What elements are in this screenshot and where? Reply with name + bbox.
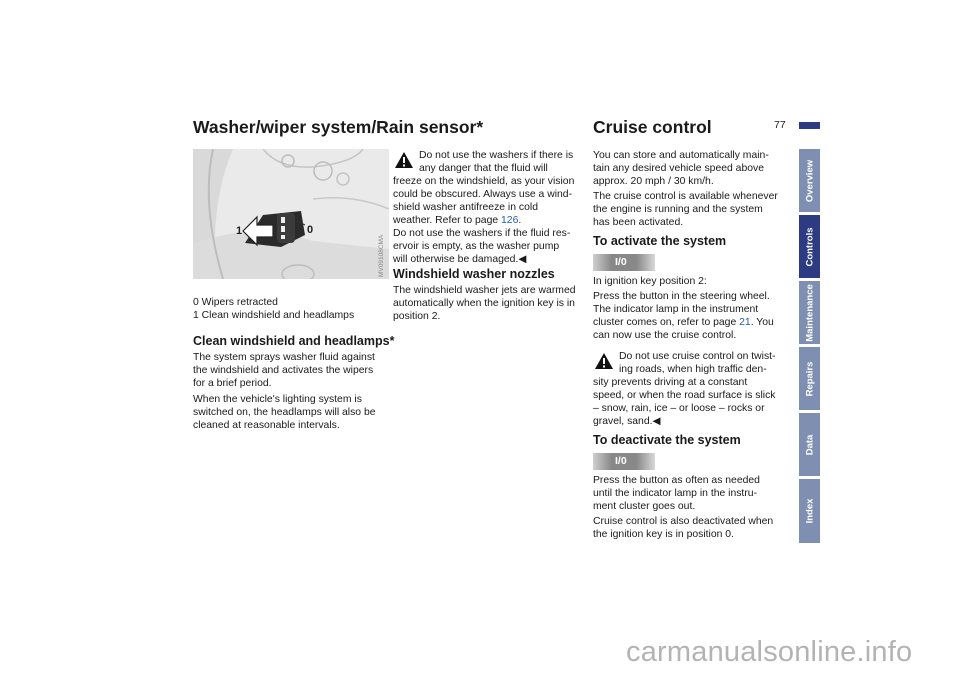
page-link-126[interactable]: 126	[501, 215, 519, 226]
activate-p2-line-1: Press the button in the steering wheel.	[593, 291, 770, 302]
deactivate-p2-line-1: Cruise control is also deactivated when	[593, 516, 774, 527]
clean-p2-line-2: switched on, the headlamps will also be	[193, 407, 376, 418]
activate-p2-line-2: The indicator lamp in the instrument	[593, 304, 759, 315]
section-title-washer: Washer/wiper system/Rain sensor*	[193, 117, 484, 137]
heading-deactivate: To deactivate the system	[593, 433, 741, 447]
warning-washer-line-2: any danger that the fluid will	[419, 163, 548, 174]
warning-cruise-line-4: speed, or when the road surface is slick	[593, 390, 776, 401]
warning-cruise-line-3: sity prevents driving at a constant	[593, 377, 748, 388]
cruise-button-label: I/0	[615, 455, 627, 467]
heading-washer-nozzles: Windshield washer nozzles	[393, 267, 555, 281]
warning-washer-line-9: will otherwise be damaged.◀	[393, 254, 527, 265]
clean-p2-line-1: When the vehicle's lighting system is	[193, 394, 362, 405]
deactivate-p1-line-3: ment cluster goes out.	[593, 501, 696, 512]
cruise-intro-line-3: approx. 20 mph / 30 km/h.	[593, 176, 714, 187]
cruise-button-deactivate	[593, 453, 655, 470]
page-link-21[interactable]: 21	[739, 317, 751, 328]
activate-p2-line-3	[593, 316, 774, 329]
warning-washer-line-1: Do not use the washers if there is	[419, 150, 574, 161]
heading-clean-windshield: Clean windshield and headlamps*	[193, 334, 395, 348]
clean-p1-line-1: The system sprays washer fluid against	[193, 352, 375, 363]
warning-icon	[393, 150, 415, 170]
header-bar	[799, 122, 820, 129]
clean-p2-line-3: cleaned at reasonable intervals.	[193, 420, 340, 431]
tab-index[interactable]	[799, 479, 820, 543]
warning-cruise-line-5: – snow, rain, ice – or loose – rocks or	[593, 403, 765, 414]
warning-cruise-line-6: gravel, sand.◀	[593, 416, 661, 427]
legend-item-0: 0 Wipers retracted	[193, 297, 278, 308]
figure-label-1: 1	[236, 225, 243, 237]
deactivate-p2-line-2: the ignition key is in position 0.	[593, 529, 734, 540]
cruise-button-activate	[593, 254, 655, 271]
image-code: MV09108CMA	[378, 234, 385, 277]
tab-maintenance[interactable]	[799, 281, 820, 344]
nozzles-line-1: The windshield washer jets are warmed	[393, 285, 576, 296]
warning-washer-line-4: could be obscured. Always use a wind-	[393, 189, 573, 200]
tab-maintenance-label: Maintenance	[804, 283, 815, 342]
warning-washer-line-6	[393, 214, 521, 227]
heading-activate: To activate the system	[593, 234, 727, 248]
warning-washer-line-6-end: .	[518, 215, 522, 226]
warning-cruise-line-2: ing roads, when high traffic den-	[619, 364, 767, 375]
warning-washer-line-5: shield washer antifreeze in cold	[393, 202, 538, 213]
warning-washer-line-7: Do not use the washers if the fluid res-	[393, 228, 571, 239]
activate-p1: In ignition key position 2:	[593, 276, 707, 287]
tab-repairs[interactable]	[799, 347, 820, 410]
nozzles-line-2: automatically when the ignition key is in	[393, 298, 575, 309]
tab-repairs-label: Repairs	[804, 361, 815, 396]
cruise-button-label: I/0	[615, 256, 627, 268]
activate-p2-line-3-end: . You	[750, 317, 774, 328]
warning-cruise-line-1: Do not use cruise control on twist-	[619, 351, 776, 362]
watermark: carmanualsonline.info	[626, 636, 913, 668]
legend-item-1: 1 Clean windshield and headlamps	[193, 310, 355, 321]
cruise-intro2-line-3: has been activated.	[593, 217, 684, 228]
cruise-intro2-line-1: The cruise control is available whenever	[593, 191, 778, 202]
tab-data[interactable]	[799, 413, 820, 476]
clean-p1-line-3: for a brief period.	[193, 378, 272, 389]
cruise-intro-line-1: You can store and automatically main-	[593, 150, 769, 161]
deactivate-p1-line-1: Press the button as often as needed	[593, 475, 760, 486]
tab-data-label: Data	[804, 434, 815, 455]
tab-controls[interactable]	[799, 215, 820, 278]
cruise-intro2-line-2: the engine is running and the system	[593, 204, 763, 215]
wiper-stalk-illustration	[193, 149, 389, 279]
activate-p2-line-4: can now use the cruise control.	[593, 330, 737, 341]
activate-p2-line-3-text: cluster comes on, refer to page	[593, 317, 740, 328]
tab-index-label: Index	[804, 498, 815, 524]
warning-washer-line-3: freeze on the windshield, as your vision	[393, 176, 575, 187]
tab-controls-label: Controls	[804, 226, 815, 267]
page-number: 77	[774, 119, 786, 131]
warning-washer-line-8: ervoir is empty, as the washer pump	[393, 241, 560, 252]
warning-washer-line-6-text: weather. Refer to page	[393, 215, 502, 226]
tab-overview-label: Overview	[804, 159, 815, 202]
warning-icon	[593, 351, 615, 371]
figure-label-0: 0	[307, 224, 314, 236]
deactivate-p1-line-2: until the indicator lamp in the instru-	[593, 488, 758, 499]
section-title-cruise: Cruise control	[593, 117, 712, 137]
wiper-stalk-figure	[193, 149, 389, 279]
cruise-intro-line-2: tain any desired vehicle speed above	[593, 163, 764, 174]
clean-p1-line-2: the windshield and activates the wipers	[193, 365, 374, 376]
tab-overview[interactable]	[799, 149, 820, 212]
nozzles-line-3: position 2.	[393, 311, 441, 322]
